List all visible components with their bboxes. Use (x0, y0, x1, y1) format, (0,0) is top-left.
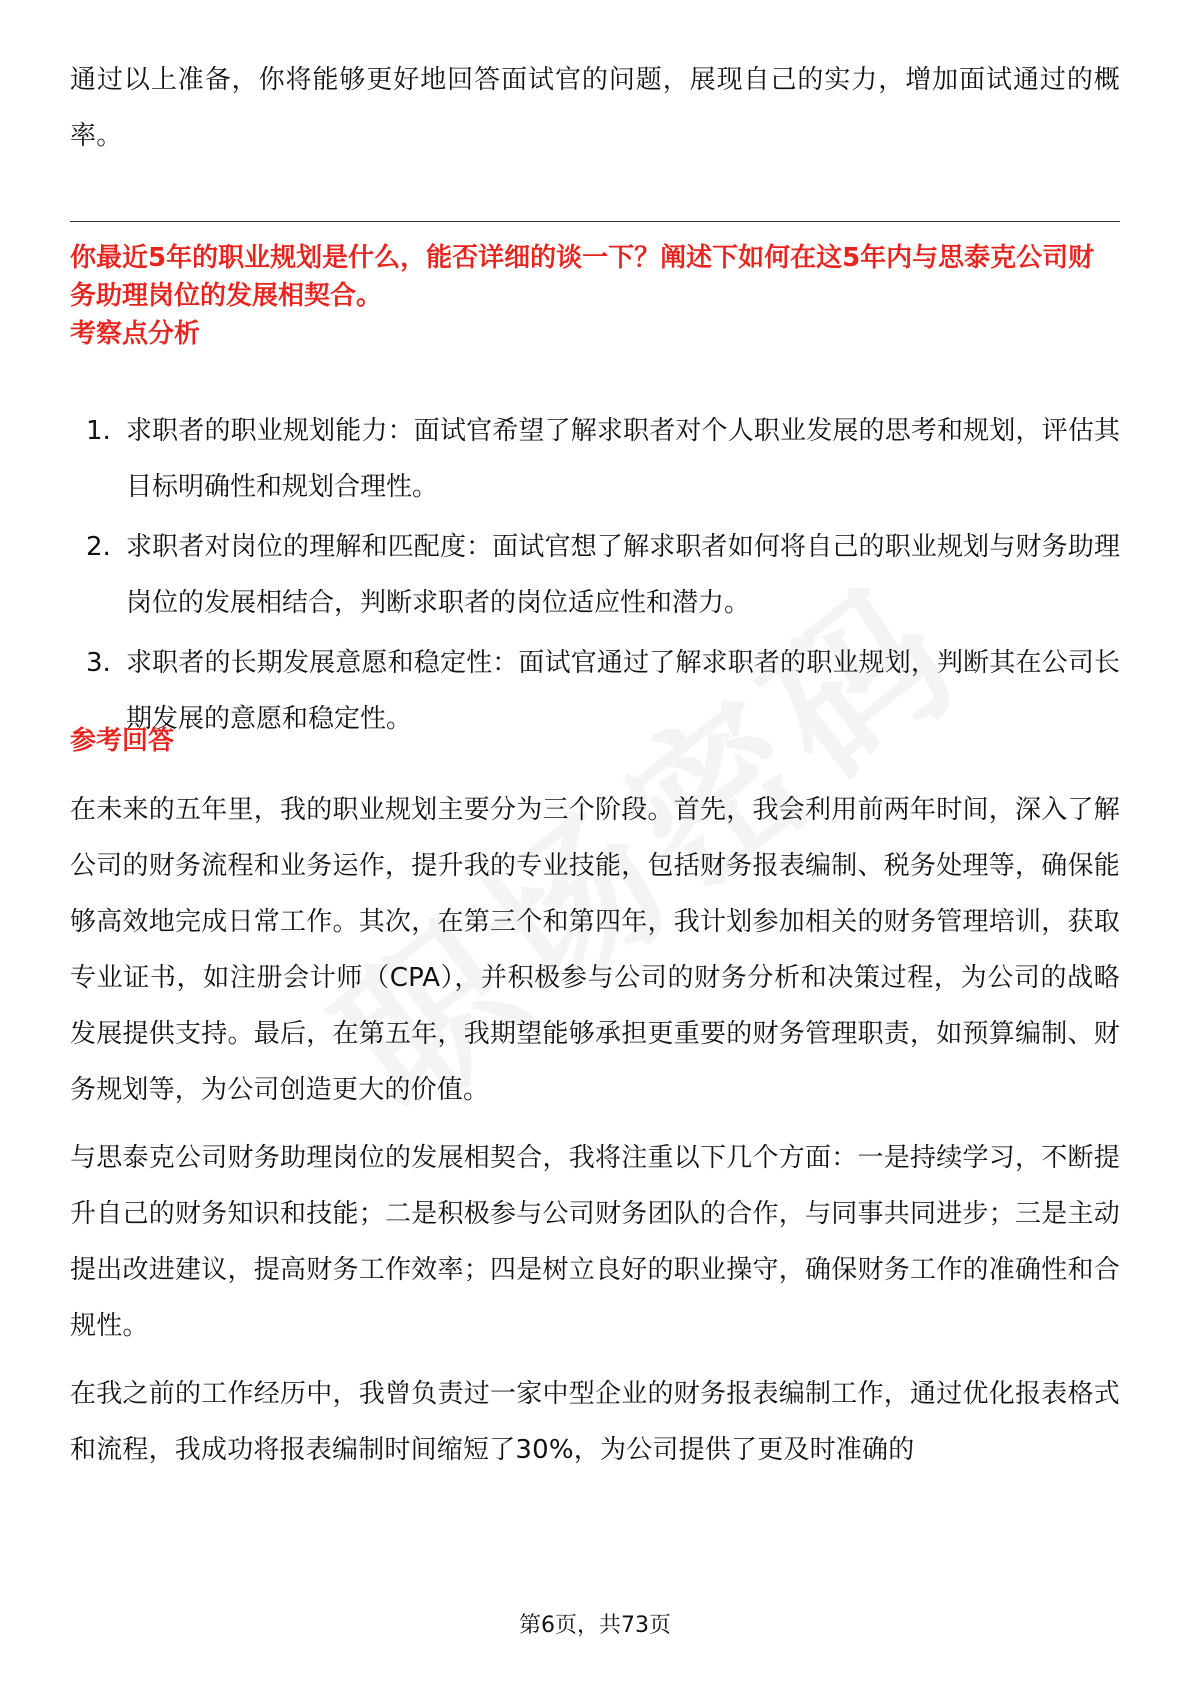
list-item-number: 3. (86, 648, 111, 678)
list-item-text: 求职者的职业规划能力：面试官希望了解求职者对个人职业发展的思考和规划，评估其目标明确性和规划合理性。 (126, 416, 1120, 502)
list-item (70, 519, 1120, 631)
list-item-number: 2. (86, 532, 111, 562)
list-item (70, 635, 1120, 747)
question-title: 你最近5年的职业规划是什么，能否详细的谈一下？阐述下如何在这5年内与思泰克公司财务助理岗位的发展相契合。 (70, 243, 1095, 311)
intro-paragraph: 通过以上准备，你将能够更好地回答面试官的问题，展现自己的实力，增加面试通过的概率。 (70, 65, 1120, 151)
analysis-heading: 考察点分析 (70, 319, 201, 349)
list-item (70, 403, 1120, 515)
list-item-text: 求职者对岗位的理解和匹配度：面试官想了解求职者如何将自己的职业规划与财务助理岗位的发展相结合，判断求职者的岗位适应性和潜力。 (126, 532, 1120, 618)
list-item-number: 1. (86, 416, 111, 446)
analysis-list (70, 403, 1120, 751)
answer-paragraph: 与思泰克公司财务助理岗位的发展相契合，我将注重以下几个方面：一是持续学习，不断提升自己的财务知识和技能；二是积极参与公司财务团队的合作，与同事共同进步；三是主动提出改进建议，提高财务工作效率；四是树立良好的职业操守，确保财务工作的准确性和合规性。 (70, 1143, 1120, 1341)
section-divider (70, 221, 1120, 222)
answer-heading: 参考回答 (70, 726, 175, 756)
answer-paragraph: 在未来的五年里，我的职业规划主要分为三个阶段。首先，我会利用前两年时间，深入了解公司的财务流程和业务运作，提升我的专业技能，包括财务报表编制、税务处理等，确保能够高效地完成日常工作。其次，在第三个和第四年，我计划参加相关的财务管理培训，获取专业证书，如注册会计师（CPA），并积极参与公司的财务分析和决策过程，为公司的战略发展提供支持。最后，在第五年，我期望能够承担更重要的财务管理职责，如预算编制、财务规划等，为公司创造更大的价值。 (70, 795, 1120, 1105)
page-number-footer: 第6页，共73页 (519, 1613, 671, 1638)
list-item-text: 求职者的长期发展意愿和稳定性：面试官通过了解求职者的职业规划，判断其在公司长期发展的意愿和稳定性。 (126, 648, 1120, 734)
answer-paragraph: 在我之前的工作经历中，我曾负责过一家中型企业的财务报表编制工作，通过优化报表格式和流程，我成功将报表编制时间缩短了30%，为公司提供了更及时准确的 (70, 1379, 1120, 1465)
